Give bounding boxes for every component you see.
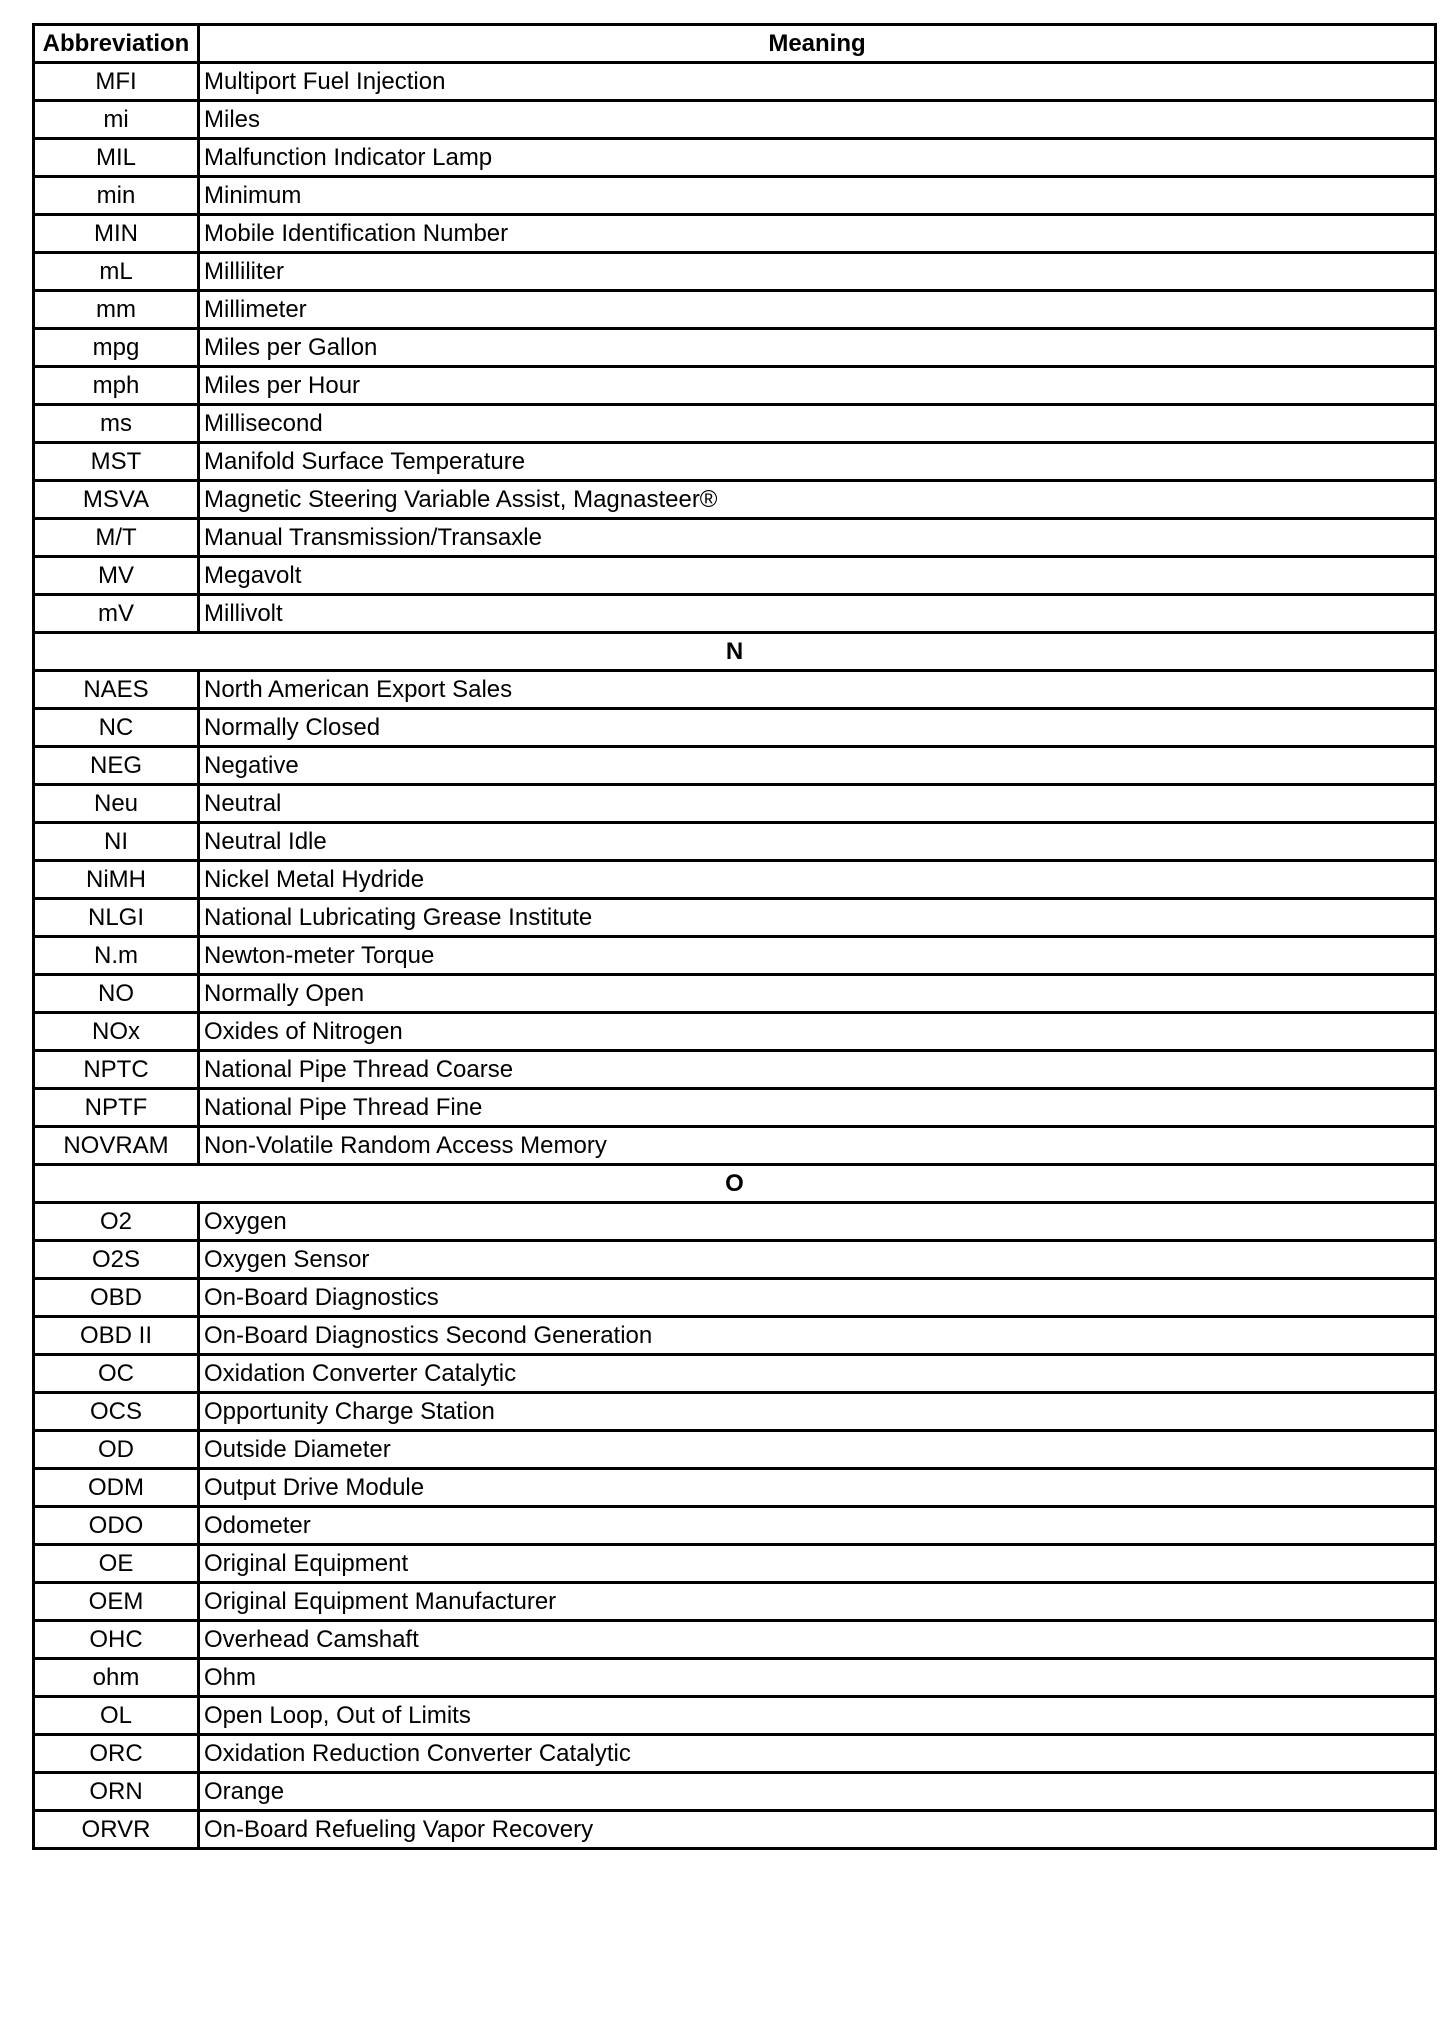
meaning-cell: Negative <box>199 747 1436 785</box>
meaning-cell: On-Board Diagnostics Second Generation <box>199 1317 1436 1355</box>
meaning-cell: National Pipe Thread Coarse <box>199 1051 1436 1089</box>
table-row <box>34 1279 1436 1317</box>
table-row <box>34 747 1436 785</box>
meaning-cell: Odometer <box>199 1507 1436 1545</box>
abbreviation-cell: NC <box>34 709 199 747</box>
meaning-cell: Opportunity Charge Station <box>199 1393 1436 1431</box>
meaning-cell: Multiport Fuel Injection <box>199 63 1436 101</box>
abbreviation-cell: OBD II <box>34 1317 199 1355</box>
abbreviation-cell: N.m <box>34 937 199 975</box>
table-row <box>34 1735 1436 1773</box>
meaning-cell: Malfunction Indicator Lamp <box>199 139 1436 177</box>
abbreviation-cell: NAES <box>34 671 199 709</box>
abbreviation-cell: OCS <box>34 1393 199 1431</box>
meaning-cell: Neutral Idle <box>199 823 1436 861</box>
meaning-cell: Oxidation Reduction Converter Catalytic <box>199 1735 1436 1773</box>
table-row <box>34 101 1436 139</box>
abbreviation-cell: mpg <box>34 329 199 367</box>
abbreviation-cell: NPTF <box>34 1089 199 1127</box>
table-row <box>34 1469 1436 1507</box>
abbreviation-cell: min <box>34 177 199 215</box>
abbreviation-cell: MIL <box>34 139 199 177</box>
table-row <box>34 899 1436 937</box>
table-row <box>34 595 1436 633</box>
abbreviation-cell: MST <box>34 443 199 481</box>
table-row <box>34 709 1436 747</box>
meaning-cell: Oxides of Nitrogen <box>199 1013 1436 1051</box>
meaning-cell: Neutral <box>199 785 1436 823</box>
abbreviation-cell: NiMH <box>34 861 199 899</box>
meaning-cell: Manual Transmission/Transaxle <box>199 519 1436 557</box>
abbreviation-cell: Neu <box>34 785 199 823</box>
meaning-cell: Normally Open <box>199 975 1436 1013</box>
table-row <box>34 215 1436 253</box>
section-heading: N <box>34 633 1436 671</box>
meaning-cell: Minimum <box>199 177 1436 215</box>
meaning-cell: On-Board Refueling Vapor Recovery <box>199 1811 1436 1849</box>
table-row <box>34 63 1436 101</box>
table-row <box>34 557 1436 595</box>
table-row <box>34 443 1436 481</box>
table-row <box>34 823 1436 861</box>
abbreviation-cell: NLGI <box>34 899 199 937</box>
header-meaning: Meaning <box>199 25 1436 63</box>
abbreviation-cell: O2S <box>34 1241 199 1279</box>
table-row <box>34 1583 1436 1621</box>
table-row <box>34 975 1436 1013</box>
table-row <box>34 861 1436 899</box>
abbreviation-cell: ORN <box>34 1773 199 1811</box>
meaning-cell: Output Drive Module <box>199 1469 1436 1507</box>
meaning-cell: Mobile Identification Number <box>199 215 1436 253</box>
table-row <box>34 1013 1436 1051</box>
table-row <box>34 1697 1436 1735</box>
table-row <box>34 1355 1436 1393</box>
meaning-cell: Nickel Metal Hydride <box>199 861 1436 899</box>
section-row <box>34 1165 1436 1203</box>
abbreviation-cell: M/T <box>34 519 199 557</box>
table-row <box>34 1621 1436 1659</box>
abbreviation-cell: ODO <box>34 1507 199 1545</box>
meaning-cell: On-Board Diagnostics <box>199 1279 1436 1317</box>
meaning-cell: Normally Closed <box>199 709 1436 747</box>
abbreviation-cell: O2 <box>34 1203 199 1241</box>
table-row <box>34 1507 1436 1545</box>
table-row <box>34 329 1436 367</box>
meaning-cell: Miles per Gallon <box>199 329 1436 367</box>
table-row <box>34 367 1436 405</box>
meaning-cell: Milliliter <box>199 253 1436 291</box>
abbreviation-cell: ms <box>34 405 199 443</box>
table-row <box>34 785 1436 823</box>
abbreviation-cell: ORVR <box>34 1811 199 1849</box>
table-row <box>34 1127 1436 1165</box>
meaning-cell: Miles per Hour <box>199 367 1436 405</box>
table-row <box>34 1089 1436 1127</box>
meaning-cell: Oxygen Sensor <box>199 1241 1436 1279</box>
meaning-cell: Original Equipment Manufacturer <box>199 1583 1436 1621</box>
abbreviation-cell: NO <box>34 975 199 1013</box>
abbreviation-cell: OL <box>34 1697 199 1735</box>
meaning-cell: Orange <box>199 1773 1436 1811</box>
meaning-cell: Manifold Surface Temperature <box>199 443 1436 481</box>
table-body <box>34 63 1436 1849</box>
abbreviation-table <box>32 23 1437 1850</box>
abbreviation-cell: MFI <box>34 63 199 101</box>
table-row <box>34 1811 1436 1849</box>
meaning-cell: Millivolt <box>199 595 1436 633</box>
header-row <box>34 25 1436 63</box>
meaning-cell: North American Export Sales <box>199 671 1436 709</box>
table-row <box>34 519 1436 557</box>
header-abbreviation: Abbreviation <box>34 25 199 63</box>
table-row <box>34 1545 1436 1583</box>
abbreviation-cell: OHC <box>34 1621 199 1659</box>
meaning-cell: Newton-meter Torque <box>199 937 1436 975</box>
meaning-cell: Millimeter <box>199 291 1436 329</box>
meaning-cell: National Lubricating Grease Institute <box>199 899 1436 937</box>
table-row <box>34 671 1436 709</box>
meaning-cell: Ohm <box>199 1659 1436 1697</box>
table-row <box>34 1317 1436 1355</box>
meaning-cell: Non-Volatile Random Access Memory <box>199 1127 1436 1165</box>
table-row <box>34 1241 1436 1279</box>
abbreviation-cell: ohm <box>34 1659 199 1697</box>
table-row <box>34 481 1436 519</box>
abbreviation-cell: MIN <box>34 215 199 253</box>
abbreviation-cell: MSVA <box>34 481 199 519</box>
meaning-cell: Miles <box>199 101 1436 139</box>
table-row <box>34 1393 1436 1431</box>
abbreviation-cell: NPTC <box>34 1051 199 1089</box>
abbreviation-cell: mV <box>34 595 199 633</box>
meaning-cell: Megavolt <box>199 557 1436 595</box>
section-row <box>34 633 1436 671</box>
meaning-cell: Open Loop, Out of Limits <box>199 1697 1436 1735</box>
table-row <box>34 1203 1436 1241</box>
table-row <box>34 291 1436 329</box>
abbreviation-cell: NEG <box>34 747 199 785</box>
abbreviation-cell: mi <box>34 101 199 139</box>
abbreviation-cell: OBD <box>34 1279 199 1317</box>
meaning-cell: Oxidation Converter Catalytic <box>199 1355 1436 1393</box>
meaning-cell: Oxygen <box>199 1203 1436 1241</box>
abbreviation-cell: NI <box>34 823 199 861</box>
abbreviation-cell: mm <box>34 291 199 329</box>
meaning-cell: Overhead Camshaft <box>199 1621 1436 1659</box>
abbreviation-cell: mL <box>34 253 199 291</box>
meaning-cell: National Pipe Thread Fine <box>199 1089 1436 1127</box>
abbreviation-cell: OD <box>34 1431 199 1469</box>
table-row <box>34 1773 1436 1811</box>
meaning-cell: Original Equipment <box>199 1545 1436 1583</box>
abbreviation-cell: NOx <box>34 1013 199 1051</box>
section-heading: O <box>34 1165 1436 1203</box>
abbreviation-cell: OC <box>34 1355 199 1393</box>
abbreviation-cell: NOVRAM <box>34 1127 199 1165</box>
abbreviation-cell: OEM <box>34 1583 199 1621</box>
table-row <box>34 177 1436 215</box>
abbreviation-cell: ODM <box>34 1469 199 1507</box>
meaning-cell: Magnetic Steering Variable Assist, Magnasteer® <box>199 481 1436 519</box>
abbreviation-cell: MV <box>34 557 199 595</box>
abbreviation-cell: OE <box>34 1545 199 1583</box>
table-row <box>34 1659 1436 1697</box>
meaning-cell: Outside Diameter <box>199 1431 1436 1469</box>
table-row <box>34 139 1436 177</box>
abbreviation-cell: mph <box>34 367 199 405</box>
table-row <box>34 253 1436 291</box>
abbreviation-cell: ORC <box>34 1735 199 1773</box>
table-row <box>34 937 1436 975</box>
table-row <box>34 1431 1436 1469</box>
meaning-cell: Millisecond <box>199 405 1436 443</box>
table-row <box>34 405 1436 443</box>
table-row <box>34 1051 1436 1089</box>
